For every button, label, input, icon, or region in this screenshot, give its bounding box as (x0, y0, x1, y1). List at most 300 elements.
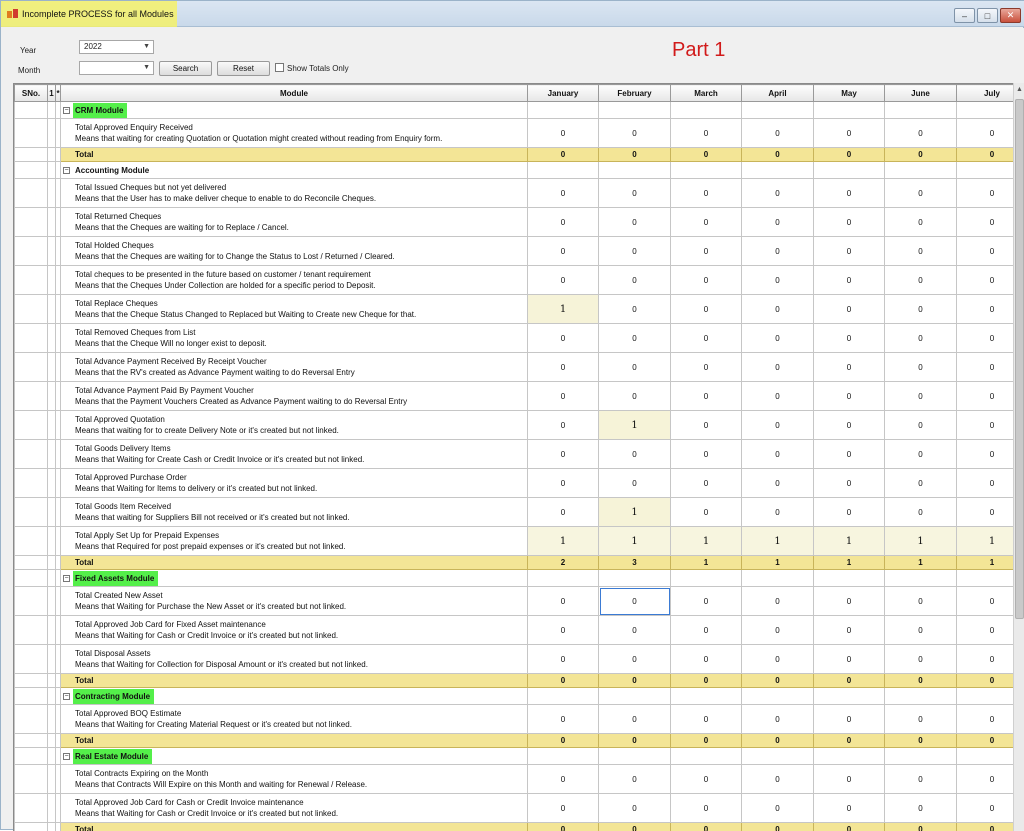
indicator-cell (48, 645, 56, 674)
month-value-cell[interactable]: 0 (528, 440, 599, 469)
col-header-month[interactable]: February (599, 85, 671, 102)
month-value-cell[interactable]: 0 (599, 382, 671, 411)
month-value-cell[interactable]: 0 (957, 469, 1014, 498)
sno-cell (15, 748, 48, 765)
indicator-cell (48, 102, 56, 119)
indicator-cell (48, 440, 56, 469)
month-value-cell[interactable]: 1 (528, 295, 599, 324)
indicator-cell (48, 556, 56, 570)
indicator-cell (48, 148, 56, 162)
table-row[interactable] (15, 645, 1014, 674)
month-value-cell[interactable]: 0 (742, 705, 814, 734)
section-empty-cell (528, 102, 599, 119)
total-value-cell: 0 (671, 674, 742, 688)
month-value-cell[interactable]: 0 (885, 705, 957, 734)
section-header-cell (61, 162, 528, 179)
item-description: Means that the User has to make deliver cheque to enable to do Reconcile Cheques. (75, 193, 527, 204)
month-value-cell[interactable]: 1 (599, 527, 671, 556)
module-cell (61, 794, 528, 823)
item-description: Means that Required for post prepaid expenses or it's created but not linked. (75, 541, 527, 552)
month-value-cell[interactable]: 0 (742, 645, 814, 674)
month-value-cell[interactable]: 0 (671, 295, 742, 324)
item-title: Total Issued Cheques but not yet delivered (75, 182, 527, 193)
month-value-cell[interactable]: 0 (814, 179, 885, 208)
indicator-cell (48, 469, 56, 498)
month-value-cell[interactable]: 0 (671, 208, 742, 237)
month-value-cell[interactable]: 0 (671, 382, 742, 411)
month-value-cell[interactable]: 0 (885, 266, 957, 295)
table-row[interactable] (15, 498, 1014, 527)
collapse-minus-icon[interactable]: − (63, 753, 70, 760)
month-value-cell[interactable]: 0 (885, 469, 957, 498)
module-grid (13, 83, 1013, 831)
sno-cell (15, 498, 48, 527)
month-value-cell[interactable]: 0 (814, 208, 885, 237)
month-value-cell[interactable]: 0 (885, 440, 957, 469)
month-value-cell[interactable]: 0 (671, 119, 742, 148)
month-value-cell[interactable]: 0 (599, 208, 671, 237)
indicator-cell (48, 119, 56, 148)
month-value-cell[interactable]: 0 (742, 266, 814, 295)
maximize-button[interactable]: □ (977, 8, 998, 23)
section-empty-cell (742, 688, 814, 705)
month-value-cell[interactable]: 0 (671, 411, 742, 440)
total-value-cell: 0 (957, 674, 1014, 688)
item-description: Means that waiting for Suppliers Bill not received or it's created but not linked. (75, 512, 527, 523)
indicator-cell (48, 411, 56, 440)
total-row (15, 148, 1014, 162)
month-value-cell[interactable]: 0 (885, 119, 957, 148)
table-row[interactable] (15, 705, 1014, 734)
month-value-cell[interactable]: 0 (885, 411, 957, 440)
module-cell (61, 266, 528, 295)
month-value-cell[interactable]: 0 (528, 645, 599, 674)
month-value-cell[interactable]: 0 (528, 587, 599, 616)
table-row[interactable] (15, 794, 1014, 823)
module-cell (61, 295, 528, 324)
month-value-cell[interactable]: 0 (528, 119, 599, 148)
total-value-cell: 0 (885, 148, 957, 162)
total-value-cell: 0 (528, 674, 599, 688)
month-value-cell[interactable]: 0 (814, 765, 885, 794)
chevron-down-icon: ▼ (143, 64, 150, 71)
item-description: Means that Waiting for Creating Material Request or it's created but not linked. (75, 719, 527, 730)
month-value-cell[interactable]: 0 (814, 119, 885, 148)
scroll-up-arrow-icon[interactable]: ▲ (1014, 83, 1024, 97)
total-value-cell: 1 (814, 556, 885, 570)
month-value-cell[interactable]: 0 (528, 411, 599, 440)
month-value-cell[interactable]: 0 (957, 324, 1014, 353)
sno-cell (15, 794, 48, 823)
total-value-cell: 1 (957, 556, 1014, 570)
table-row[interactable] (15, 208, 1014, 237)
month-value-cell[interactable]: 0 (885, 616, 957, 645)
month-value-cell[interactable]: 0 (599, 353, 671, 382)
minimize-button[interactable]: – (954, 8, 975, 23)
month-value-cell[interactable]: 0 (671, 440, 742, 469)
col-header-month[interactable]: May (814, 85, 885, 102)
item-title: Total Apply Set Up for Prepaid Expenses (75, 530, 527, 541)
month-value-cell[interactable]: 0 (599, 324, 671, 353)
total-value-cell: 0 (599, 734, 671, 748)
month-value-cell[interactable]: 0 (528, 616, 599, 645)
month-value-cell[interactable]: 0 (528, 498, 599, 527)
item-title: Total Approved Job Card for Fixed Asset maintenance (75, 619, 527, 630)
sno-cell (15, 295, 48, 324)
indicator-cell (48, 794, 56, 823)
month-value-cell[interactable]: 0 (599, 119, 671, 148)
table-row[interactable] (15, 179, 1014, 208)
month-value-cell[interactable]: 0 (599, 440, 671, 469)
month-value-cell[interactable]: 0 (957, 353, 1014, 382)
month-value-cell[interactable]: 1 (671, 527, 742, 556)
section-empty-cell (528, 162, 599, 179)
sno-cell (15, 148, 48, 162)
month-value-cell[interactable]: 0 (742, 353, 814, 382)
table-row[interactable] (15, 587, 1014, 616)
month-value-cell[interactable]: 1 (742, 527, 814, 556)
scroll-thumb[interactable] (1015, 99, 1024, 619)
year-select[interactable] (79, 40, 154, 54)
item-description: Means that waiting for to create Delivery Note or it's created but not linked. (75, 425, 527, 436)
vertical-scrollbar[interactable] (1013, 83, 1024, 831)
col-header-star[interactable]: * (56, 85, 61, 102)
table-row[interactable] (15, 469, 1014, 498)
section-empty-cell (599, 162, 671, 179)
table-row[interactable] (15, 119, 1014, 148)
module-cell (61, 645, 528, 674)
month-value-cell[interactable]: 0 (528, 765, 599, 794)
indicator-cell (48, 674, 56, 688)
month-value-cell[interactable]: 0 (671, 645, 742, 674)
month-value-cell[interactable]: 0 (957, 119, 1014, 148)
month-value-cell[interactable]: 0 (814, 794, 885, 823)
col-header-month[interactable]: June (885, 85, 957, 102)
col-header-sno[interactable]: SNo. (15, 85, 48, 102)
header-row (15, 85, 1014, 102)
month-value-cell[interactable]: 0 (885, 587, 957, 616)
table-row[interactable] (15, 237, 1014, 266)
month-value-cell[interactable]: 0 (742, 179, 814, 208)
total-value-cell: 0 (671, 148, 742, 162)
sno-cell (15, 119, 48, 148)
month-value-cell[interactable]: 1 (528, 527, 599, 556)
indicator-cell (48, 295, 56, 324)
month-value-cell[interactable]: 0 (742, 295, 814, 324)
month-value-cell[interactable]: 0 (599, 237, 671, 266)
month-value-cell[interactable]: 0 (885, 295, 957, 324)
month-value-cell[interactable]: 0 (957, 266, 1014, 295)
month-value-cell[interactable]: 0 (599, 705, 671, 734)
item-title: Total Approved BOQ Estimate (75, 708, 527, 719)
col-header-module[interactable]: Module (61, 85, 528, 102)
month-value-cell[interactable]: 0 (671, 587, 742, 616)
month-value-cell[interactable]: 0 (957, 237, 1014, 266)
month-value-cell[interactable]: 1 (599, 498, 671, 527)
month-value-cell[interactable]: 1 (814, 527, 885, 556)
month-value-cell[interactable]: 0 (814, 587, 885, 616)
sno-cell (15, 179, 48, 208)
month-value-cell[interactable]: 0 (528, 266, 599, 295)
month-value-cell[interactable]: 0 (957, 765, 1014, 794)
month-value-cell[interactable]: 0 (599, 765, 671, 794)
month-value-cell[interactable]: 0 (957, 411, 1014, 440)
sno-cell (15, 208, 48, 237)
total-value-cell: 0 (814, 674, 885, 688)
month-value-cell[interactable]: 0 (528, 179, 599, 208)
module-cell (61, 587, 528, 616)
month-value-cell[interactable]: 0 (742, 765, 814, 794)
show-totals-only-checkbox[interactable] (275, 63, 284, 72)
item-description: Means that Waiting for Collection for Disposal Amount or it's created but not linked. (75, 659, 527, 670)
month-value-cell[interactable]: 0 (957, 440, 1014, 469)
month-value-cell[interactable]: 0 (671, 498, 742, 527)
indicator-cell (48, 705, 56, 734)
month-value-cell[interactable]: 0 (599, 794, 671, 823)
month-value-cell[interactable]: 0 (671, 179, 742, 208)
month-value-cell[interactable]: 0 (599, 266, 671, 295)
month-value-cell[interactable]: 0 (814, 295, 885, 324)
month-value-cell[interactable]: 0 (814, 498, 885, 527)
module-cell (61, 765, 528, 794)
item-description: Means that the Payment Vouchers Created as Advance Payment waiting to do Reversal Entry (75, 396, 527, 407)
total-value-cell: 0 (885, 823, 957, 831)
month-value-cell[interactable]: 0 (957, 587, 1014, 616)
month-value-cell[interactable]: 0 (742, 237, 814, 266)
month-value-cell[interactable]: 0 (599, 645, 671, 674)
collapse-minus-icon[interactable]: − (63, 693, 70, 700)
col-header-month[interactable]: March (671, 85, 742, 102)
sno-cell (15, 587, 48, 616)
month-value-cell[interactable]: 0 (528, 208, 599, 237)
month-value-cell[interactable]: 0 (957, 208, 1014, 237)
total-value-cell: 0 (957, 823, 1014, 831)
month-value-cell[interactable]: 0 (599, 179, 671, 208)
month-value-cell[interactable]: 0 (885, 794, 957, 823)
month-value-cell[interactable]: 0 (885, 179, 957, 208)
month-value-cell[interactable]: 0 (885, 765, 957, 794)
item-description: Means that the Cheques Under Collection are holded for a specific period to Deposit. (75, 280, 527, 291)
item-title: Total Goods Delivery Items (75, 443, 527, 454)
month-value-cell[interactable]: 0 (599, 295, 671, 324)
month-value-cell[interactable]: 0 (742, 324, 814, 353)
table-row[interactable] (15, 295, 1014, 324)
sno-cell (15, 674, 48, 688)
month-value-cell[interactable]: 0 (957, 382, 1014, 411)
item-title: Total Removed Cheques from List (75, 327, 527, 338)
month-value-cell[interactable]: 0 (957, 616, 1014, 645)
month-value-cell[interactable]: 0 (742, 469, 814, 498)
item-title: Total Approved Job Card for Cash or Credit Invoice maintenance (75, 797, 527, 808)
indicator-cell (48, 353, 56, 382)
table-row[interactable] (15, 324, 1014, 353)
indicator-cell (48, 527, 56, 556)
month-value-cell[interactable]: 0 (814, 324, 885, 353)
month-value-cell[interactable]: 0 (814, 705, 885, 734)
month-value-cell[interactable]: 0 (671, 794, 742, 823)
module-cell (61, 237, 528, 266)
sno-cell (15, 645, 48, 674)
item-description: Means that the Cheque Status Changed to Replaced but Waiting to Create new Cheque for that. (75, 309, 527, 320)
indicator-cell (48, 748, 56, 765)
table-row[interactable] (15, 353, 1014, 382)
month-value-cell[interactable]: 0 (885, 237, 957, 266)
indicator-cell (48, 382, 56, 411)
sno-cell (15, 411, 48, 440)
month-value-cell[interactable]: 0 (957, 645, 1014, 674)
reset-button[interactable]: Reset (217, 61, 270, 76)
total-label: Total (61, 734, 528, 748)
month-value-cell[interactable]: 0 (528, 705, 599, 734)
month-value-cell[interactable]: 0 (671, 237, 742, 266)
month-value-cell[interactable]: 0 (671, 469, 742, 498)
search-button[interactable]: Search (159, 61, 212, 76)
month-value-cell[interactable]: 0 (814, 382, 885, 411)
month-value-cell[interactable]: 0 (528, 237, 599, 266)
table-row[interactable] (15, 616, 1014, 645)
month-value-cell[interactable]: 0 (528, 324, 599, 353)
total-value-cell: 3 (599, 556, 671, 570)
col-header-month[interactable]: January (528, 85, 599, 102)
sno-cell (15, 705, 48, 734)
total-value-cell: 0 (885, 734, 957, 748)
sno-cell (15, 734, 48, 748)
module-cell (61, 353, 528, 382)
month-value-cell[interactable]: 0 (885, 324, 957, 353)
col-header-1[interactable]: 1 (48, 85, 56, 102)
table-row[interactable] (15, 527, 1014, 556)
month-value-cell[interactable]: 0 (528, 794, 599, 823)
table-row[interactable] (15, 440, 1014, 469)
collapse-minus-icon[interactable]: − (63, 107, 70, 114)
table-row[interactable] (15, 411, 1014, 440)
month-value-cell[interactable]: 0 (814, 645, 885, 674)
month-value-cell[interactable]: 0 (742, 208, 814, 237)
month-value-cell[interactable]: 1 (957, 527, 1014, 556)
month-select[interactable] (79, 61, 154, 75)
module-cell (61, 469, 528, 498)
item-title: Total Approved Purchase Order (75, 472, 527, 483)
total-value-cell: 0 (814, 148, 885, 162)
item-description: Means that Waiting for Purchase the New Asset or it's created but not linked. (75, 601, 527, 612)
col-header-month[interactable]: July (957, 85, 1014, 102)
month-value-cell[interactable]: 0 (885, 382, 957, 411)
sno-cell (15, 324, 48, 353)
sno-cell (15, 162, 48, 179)
section-empty-cell (742, 162, 814, 179)
month-value-cell[interactable]: 1 (885, 527, 957, 556)
month-value-cell[interactable]: 0 (671, 616, 742, 645)
item-title: Total Disposal Assets (75, 648, 527, 659)
month-value-cell[interactable]: 1 (599, 411, 671, 440)
item-description: Means that Contracts Will Expire on this Month and waiting for Renewal / Release. (75, 779, 527, 790)
month-value-cell[interactable]: 0 (885, 208, 957, 237)
total-value-cell: 0 (671, 823, 742, 831)
month-value-cell[interactable]: 0 (671, 324, 742, 353)
month-value-cell[interactable]: 0 (742, 119, 814, 148)
section-empty-cell (671, 102, 742, 119)
month-value-cell[interactable]: 0 (599, 587, 671, 616)
section-row (15, 570, 1014, 587)
month-value-cell[interactable]: 0 (742, 498, 814, 527)
sno-cell (15, 102, 48, 119)
total-label: Total (61, 556, 528, 570)
month-value-cell[interactable]: 0 (957, 794, 1014, 823)
month-value-cell[interactable]: 0 (671, 353, 742, 382)
total-value-cell: 1 (671, 556, 742, 570)
col-header-month[interactable]: April (742, 85, 814, 102)
sno-cell (15, 527, 48, 556)
month-value-cell[interactable]: 0 (528, 382, 599, 411)
month-value-cell[interactable]: 0 (742, 794, 814, 823)
month-value-cell[interactable]: 0 (814, 237, 885, 266)
month-value-cell[interactable]: 0 (742, 616, 814, 645)
item-title: Total Replace Cheques (75, 298, 527, 309)
close-button[interactable]: ✕ (1000, 8, 1021, 23)
table-row[interactable] (15, 266, 1014, 295)
indicator-cell (48, 162, 56, 179)
module-cell (61, 208, 528, 237)
section-empty-cell (885, 748, 957, 765)
month-value-cell[interactable]: 0 (671, 705, 742, 734)
month-value-cell[interactable]: 0 (599, 616, 671, 645)
total-value-cell: 0 (742, 674, 814, 688)
month-value-cell[interactable]: 0 (814, 616, 885, 645)
month-value-cell[interactable]: 0 (957, 498, 1014, 527)
total-value-cell: 0 (671, 734, 742, 748)
module-cell (61, 440, 528, 469)
section-empty-cell (957, 102, 1014, 119)
year-value: 2022 (84, 42, 102, 51)
total-value-cell: 0 (599, 823, 671, 831)
month-value-cell[interactable]: 0 (742, 382, 814, 411)
title-bar (1, 1, 1024, 27)
month-value-cell[interactable]: 0 (671, 765, 742, 794)
section-empty-cell (814, 688, 885, 705)
collapse-minus-icon[interactable]: − (63, 167, 70, 174)
month-value-cell[interactable]: 0 (814, 469, 885, 498)
table-row[interactable] (15, 765, 1014, 794)
section-empty-cell (742, 102, 814, 119)
month-value-cell[interactable]: 0 (671, 266, 742, 295)
month-value-cell[interactable]: 0 (528, 469, 599, 498)
month-value-cell[interactable]: 0 (814, 411, 885, 440)
table-row[interactable] (15, 382, 1014, 411)
sno-cell (15, 556, 48, 570)
item-title: Total cheques to be presented in the future based on customer / tenant requirement (75, 269, 527, 280)
month-value-cell[interactable]: 0 (885, 645, 957, 674)
month-value-cell[interactable]: 0 (814, 353, 885, 382)
month-value-cell[interactable]: 0 (957, 295, 1014, 324)
month-value-cell[interactable]: 0 (885, 498, 957, 527)
collapse-minus-icon[interactable]: − (63, 575, 70, 582)
module-cell (61, 498, 528, 527)
month-value-cell[interactable]: 0 (742, 440, 814, 469)
month-value-cell[interactable]: 0 (599, 469, 671, 498)
month-value-cell[interactable]: 0 (957, 179, 1014, 208)
month-value-cell[interactable]: 0 (957, 705, 1014, 734)
sno-cell (15, 237, 48, 266)
indicator-cell (48, 570, 56, 587)
module-cell (61, 527, 528, 556)
month-value-cell[interactable]: 0 (742, 587, 814, 616)
total-row (15, 734, 1014, 748)
month-value-cell[interactable]: 0 (814, 440, 885, 469)
month-value-cell[interactable]: 0 (528, 353, 599, 382)
month-value-cell[interactable]: 0 (814, 266, 885, 295)
month-value-cell[interactable]: 0 (885, 353, 957, 382)
month-value-cell[interactable]: 0 (742, 411, 814, 440)
